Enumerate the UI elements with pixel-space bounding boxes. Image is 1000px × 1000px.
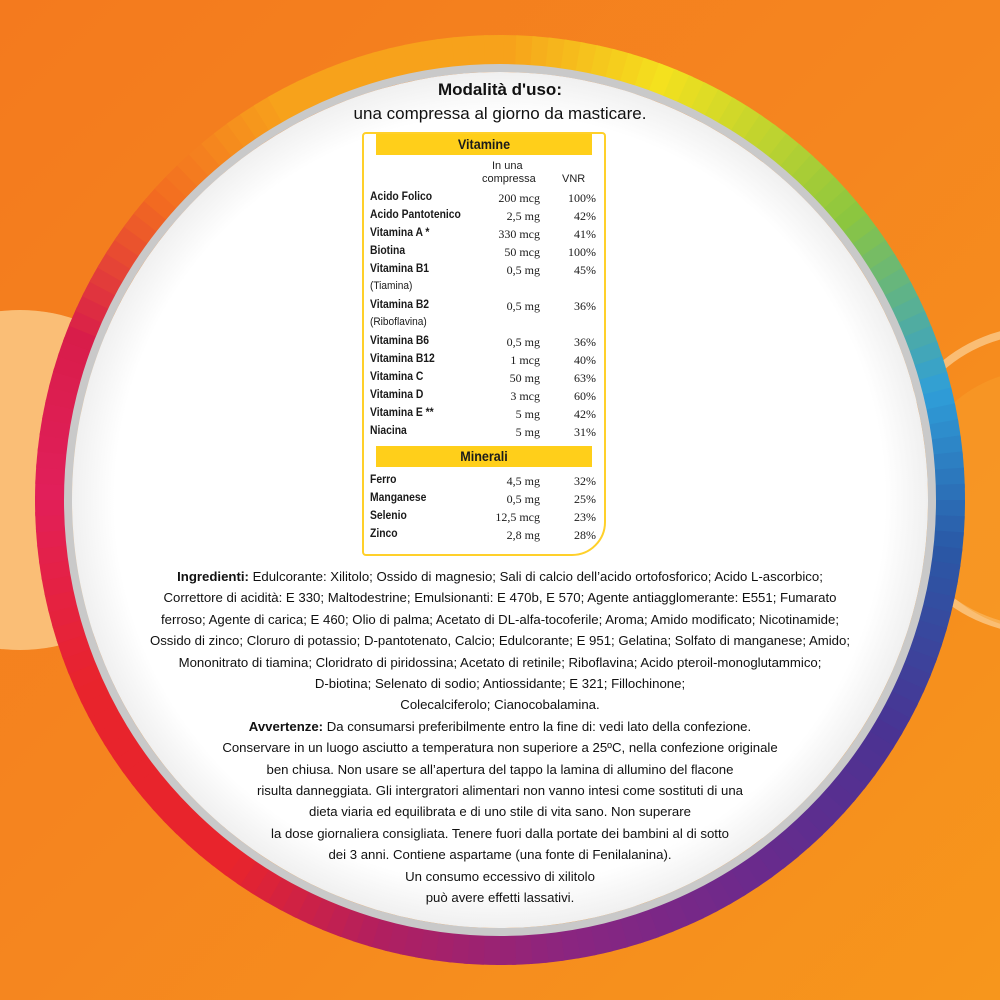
nutrient-vnr: 42% [574,407,596,421]
nutrient-amount: 1 mcg [510,353,540,367]
warnings-line [112,823,888,844]
nutrient-vnr: 41% [574,227,596,241]
ingredients-warnings-text [112,566,888,909]
warnings-label: Avvertenze: [248,718,324,734]
warnings-text: ben chiusa. Non usare se all’apertura del tappo la lamina di allumino del flacone [266,761,734,777]
nutrient-amount: 0,5 mg [506,263,540,277]
usage-text: una compressa al giorno da masticare. [353,104,647,123]
nutrient-vnr: 100% [568,191,596,205]
warnings-text: Un consumo eccessivo di xilitolo [405,868,595,884]
nutrient-vnr: 23% [574,510,596,524]
nutrient-name: Vitamina B6 [370,335,430,347]
nutrient-vnr: 42% [574,209,596,223]
nutrient-name: Vitamina B2 [370,299,430,311]
table-row [364,370,604,388]
nutrient-amount: 0,5 mg [506,299,540,313]
nutrient-subname: (Riboflavina) [370,316,427,328]
table-row [364,509,604,527]
nutrient-amount: 5 mg [515,425,540,439]
ingredients-line [112,652,888,673]
warnings-text: Da consumarsi preferibilmente entro la fine di: vedi lato della confezione. [326,718,752,734]
warnings-line [112,801,888,822]
nutrient-name: Vitamina E ** [370,407,434,419]
vnr-column-header: VNR [562,173,586,185]
ingredients-line [112,694,888,715]
table-row [364,208,604,226]
ingredients-text: Edulcorante: Xilitolo; Ossido di magnesio; Sali di calcio dell’acido ortofosforico; Acido L-ascorbico; [252,569,823,584]
nutrient-name: Niacina [370,425,407,437]
nutrient-amount: 12,5 mcg [495,510,540,524]
minerals-header: Minerali [376,446,592,467]
ingredients-line [112,609,888,630]
nutrient-subname: (Tiamina) [370,280,413,292]
warnings-text: risulta danneggiata. Gli intergratori alimentari non vanno intesi come sostituti di una [256,783,743,799]
nutrient-amount: 50 mg [509,371,540,385]
ingredients-text: Colecalciferolo; Cianocobalamina. [400,697,600,713]
nutrient-name: Vitamina B12 [370,353,435,365]
nutrient-name: Vitamina D [370,389,424,401]
nutrient-vnr: 28% [574,528,596,542]
ingredients-text: Ossido di zinco; Cloruro di potassio; D-pantotenato, Calcio; Edulcorante; E 951; Gelatina; Solfato di manganese; Amido; [149,633,851,649]
table-row [364,424,604,442]
nutrient-amount: 330 mcg [498,227,540,241]
ingredients-line [112,566,888,587]
nutrient-vnr: 45% [574,263,596,277]
nutrient-name: Ferro [370,474,397,486]
nutrient-amount: 2,8 mg [506,528,540,542]
table-row [364,226,604,244]
ingredients-line [112,587,888,608]
vitamins-rows [364,190,604,442]
nutrient-amount: 5 mg [515,407,540,421]
nutrient-amount: 200 mcg [498,191,540,205]
table-column-headers [364,155,604,190]
usage-title: Modalità d'uso: [438,80,562,99]
nutrient-vnr: 100% [568,245,596,259]
nutrient-name: Zinco [370,528,398,540]
warnings-text: la dose giornaliera consigliata. Tenere fuori dalla portate dei bambini al di sotto [271,825,729,841]
nutrient-amount: 2,5 mg [506,209,540,223]
ingredients-line [112,630,888,651]
ingredients-text: ferroso; Agente di carica; E 460; Olio di palma; Acetato di DL-alfa-tocoferile; Aroma; Amido modificato; Nicotinamide; [160,611,840,627]
table-row [364,473,604,491]
warnings-text: può avere effetti lassativi. [425,890,575,906]
nutrient-amount: 50 mcg [504,245,540,259]
nutrition-table [362,132,606,556]
warnings-line [112,737,888,758]
nutrient-amount: 3 mcg [510,389,540,403]
nutrient-name: Biotina [370,245,406,257]
warnings-text: dieta viaria ed equilibrata e di uno stile di vita sano. Non superare [309,804,691,820]
nutrient-name: Acido Pantotenico [370,209,461,221]
ingredients-text: Mononitrato di tiamina; Cloridrato di piridossina; Acetato di retinile; Riboflavina; Acido pteroil-monoglutammico; [178,654,822,670]
warnings-text: Conservare in un luogo asciutto a temperatura non superiore a 25ºC, nella confezione originale [222,740,778,756]
nutrient-vnr: 63% [574,371,596,385]
ingredients-text: D-biotina; Selenato di sodio; Antiossidante; E 321; Fillochinone; [314,676,686,692]
nutrient-name: Manganese [370,492,427,504]
nutrient-amount: 4,5 mg [506,474,540,488]
table-row [364,527,604,545]
warnings-text: dei 3 anni. Contiene aspartame (una fonte di Fenilalanina). [328,847,672,863]
warnings-line [112,780,888,801]
nutrient-vnr: 31% [574,425,596,439]
ingredients-label: Ingredienti: [177,569,249,584]
nutrient-name: Vitamina A * [370,227,430,239]
table-row [364,352,604,370]
nutrient-vnr: 60% [574,389,596,403]
nutrient-vnr: 40% [574,353,596,367]
warnings-line [112,844,888,865]
nutrient-vnr: 36% [574,299,596,313]
table-row [364,244,604,262]
nutrient-vnr: 25% [574,492,596,506]
warnings-line [112,716,888,737]
nutrient-name: Acido Folico [370,191,433,203]
nutrient-amount: 0,5 mg [506,492,540,506]
table-row [364,334,604,352]
table-row [364,190,604,208]
nutrient-vnr: 36% [574,335,596,349]
table-row [364,388,604,406]
warnings-line [112,887,888,908]
ingredients-text: Correttore di acidità: E 330; Maltodestrine; Emulsionanti: E 470b, E 570; Agente antiagglomerante: E551; Fumarato [163,590,837,606]
nutrient-name: Vitamina C [370,371,424,383]
nutrient-name: Selenio [370,510,407,522]
warnings-line [112,866,888,887]
nutrient-vnr: 32% [574,474,596,488]
vitamins-header: Vitamine [376,134,592,155]
table-row [364,491,604,509]
ingredients-line [112,673,888,694]
table-row [364,298,604,334]
warnings-line [112,759,888,780]
nutrient-name: Vitamina B1 [370,263,430,275]
minerals-rows [364,467,604,545]
table-row [364,262,604,298]
table-row [364,406,604,424]
amount-column-header: In una compressa [482,160,536,185]
nutrient-amount: 0,5 mg [506,335,540,349]
